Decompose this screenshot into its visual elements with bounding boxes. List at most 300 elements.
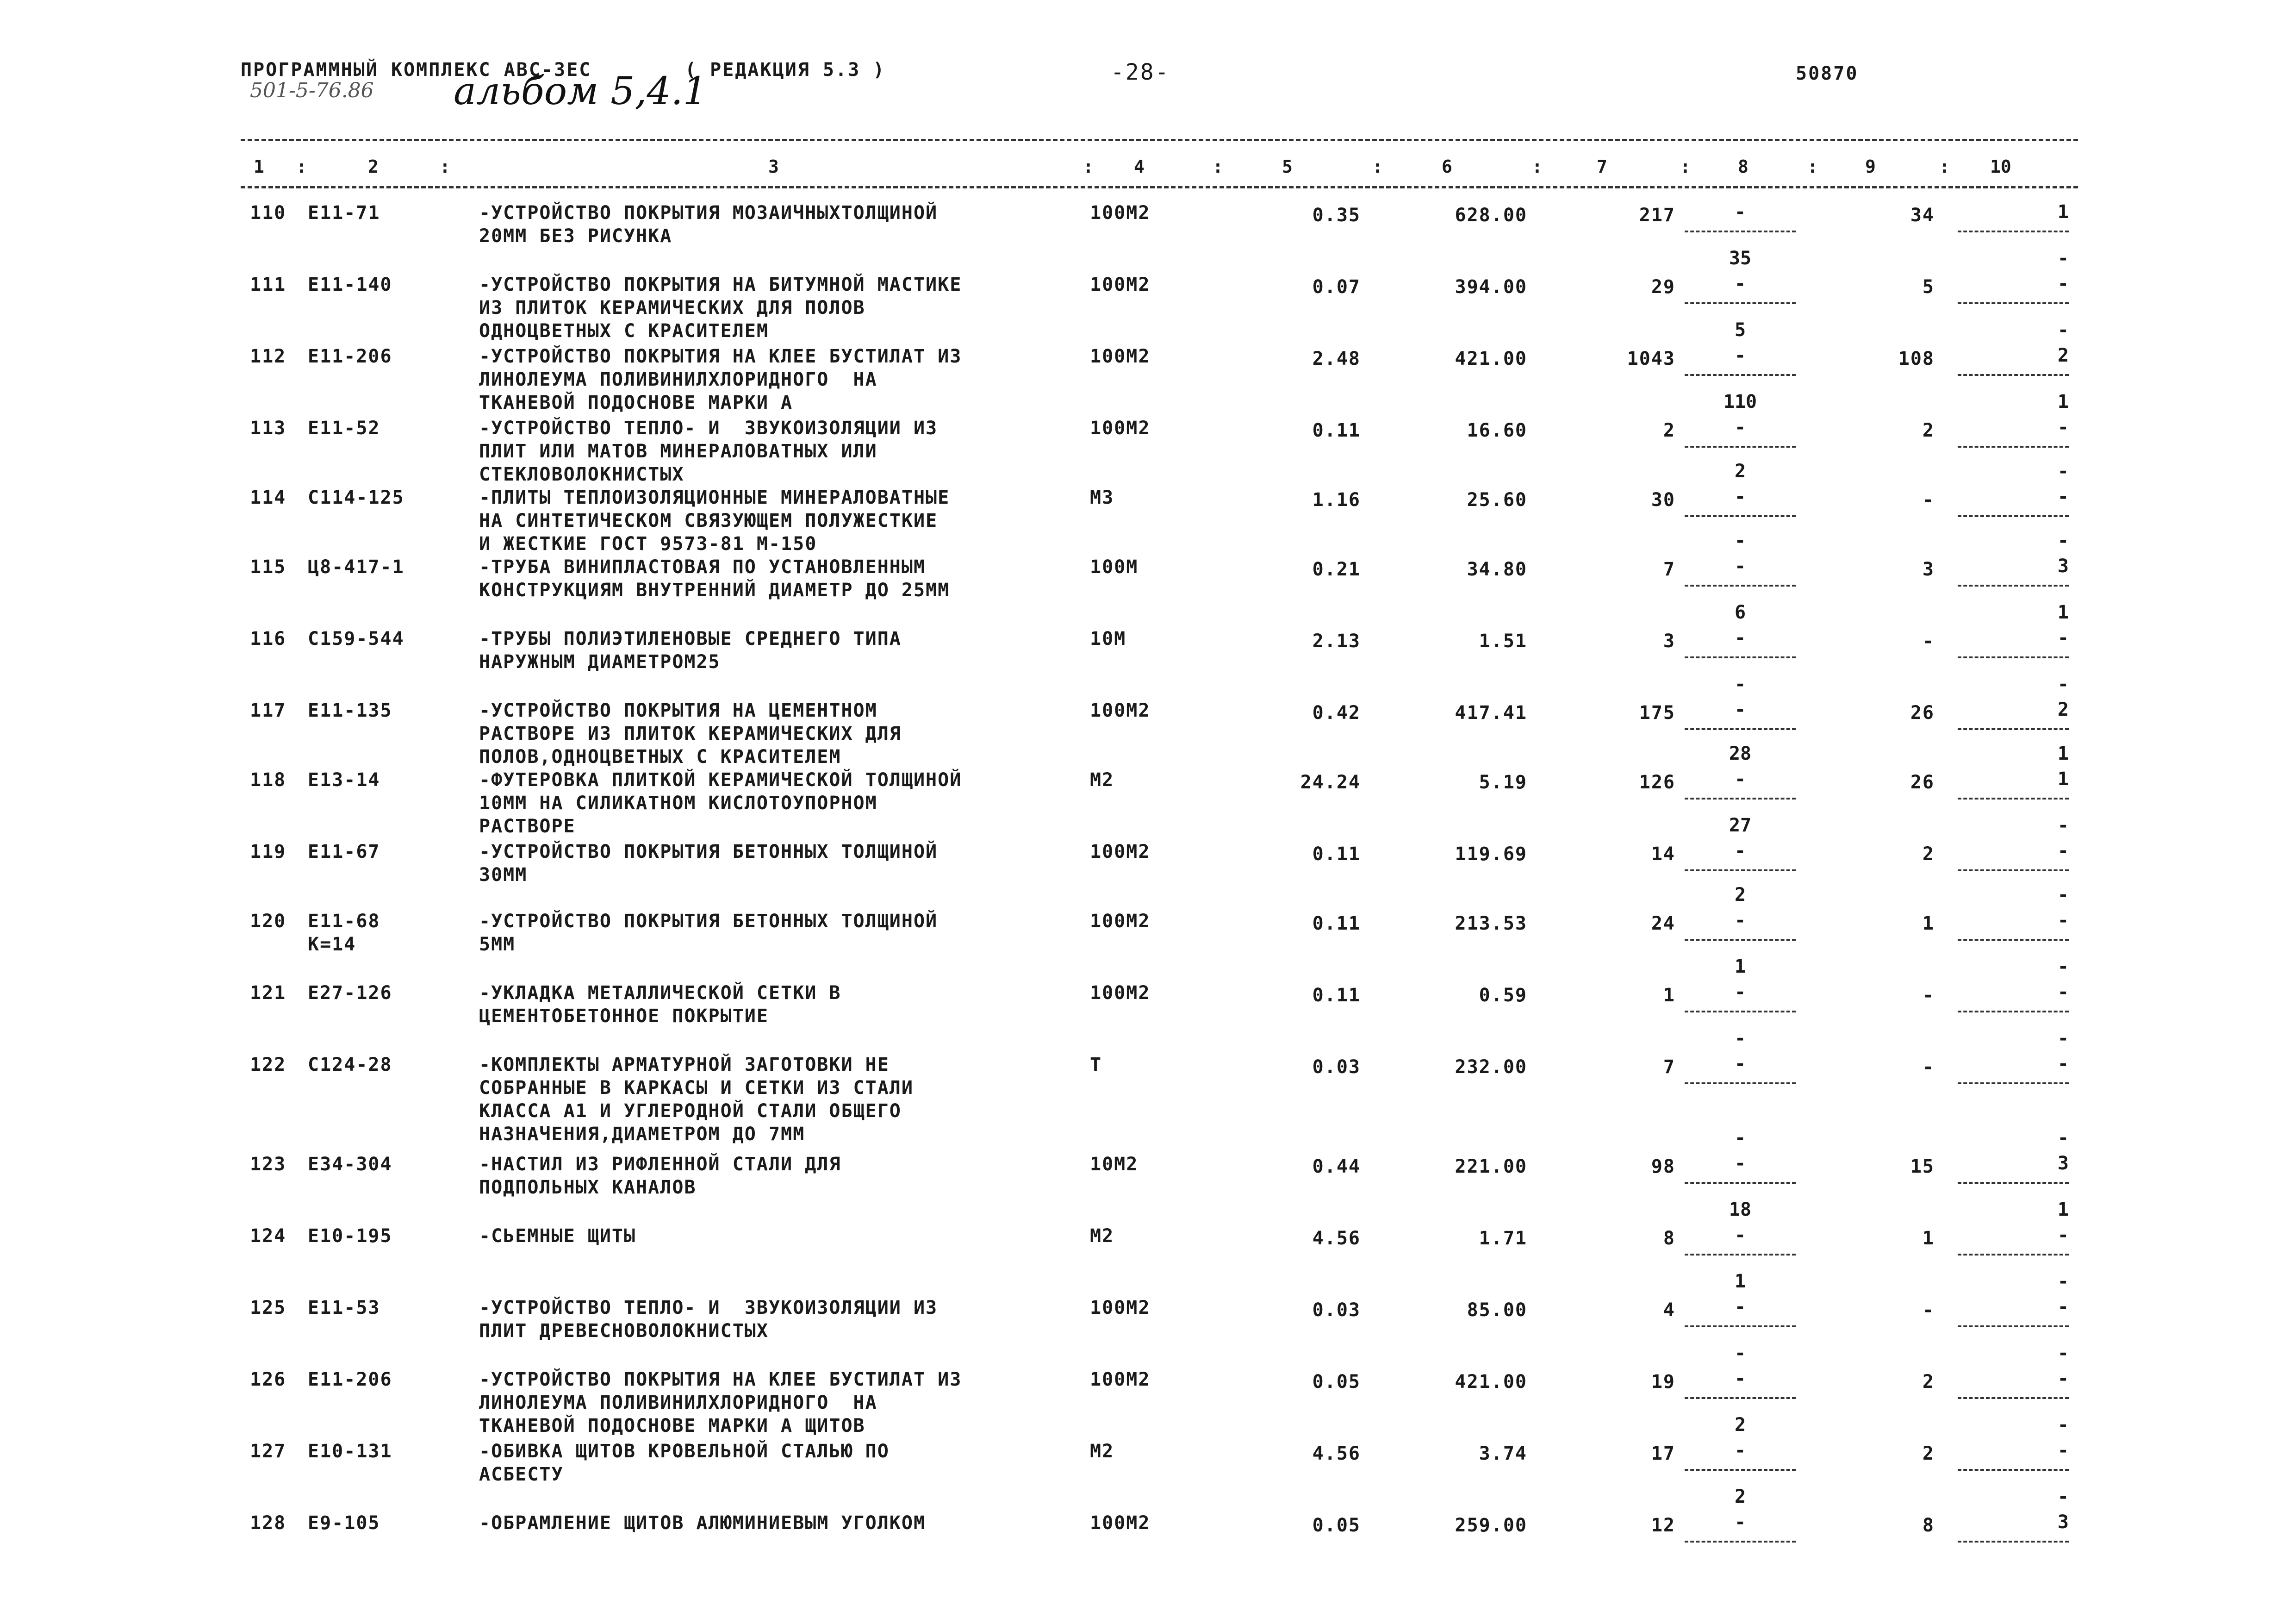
col10-rule bbox=[1958, 728, 2069, 730]
total-cost: 126 bbox=[1639, 772, 1675, 793]
col8-top: - bbox=[1734, 674, 1746, 695]
col9-value: 108 bbox=[1898, 348, 1935, 369]
col10-fraction bbox=[1958, 1271, 2069, 1340]
col8-top: 18 bbox=[1729, 1199, 1752, 1220]
row-number: 126 bbox=[250, 1369, 286, 1390]
table-header-rule bbox=[241, 186, 2078, 188]
col10-mid: 2 bbox=[2057, 345, 2069, 366]
col-header-9: 9 bbox=[1865, 156, 1876, 177]
col9-value: - bbox=[1922, 631, 1935, 652]
unit-price: 16.60 bbox=[1467, 420, 1527, 441]
col8-top: 1 bbox=[1734, 1271, 1746, 1292]
col-header-1: 1 bbox=[254, 156, 264, 177]
col8-mid: - bbox=[1734, 1224, 1746, 1246]
col8-top: - bbox=[1734, 1127, 1746, 1149]
col10-rule bbox=[1958, 446, 2069, 448]
col9-value: 8 bbox=[1922, 1515, 1935, 1536]
col10-mid: 2 bbox=[2057, 699, 2069, 720]
col8-fraction bbox=[1685, 743, 1796, 812]
col10-mid: - bbox=[2057, 910, 2069, 931]
col9-value: 2 bbox=[1922, 843, 1935, 865]
col10-top: 1 bbox=[2057, 743, 2069, 764]
col9-value: 5 bbox=[1922, 276, 1935, 298]
col10-top: - bbox=[2057, 1127, 2069, 1149]
table-top-rule bbox=[241, 139, 2078, 141]
unit: М2 bbox=[1090, 1441, 1114, 1462]
col8-rule bbox=[1685, 1541, 1796, 1543]
quantity: 0.44 bbox=[1312, 1156, 1361, 1177]
col8-mid: - bbox=[1734, 627, 1746, 649]
col8-fraction bbox=[1685, 248, 1796, 317]
work-description: -НАСТИЛ ИЗ РИФЛЕННОЙ СТАЛИ ДЛЯ ПОДПОЛЬНЫХ КАНАЛОВ bbox=[479, 1154, 841, 1198]
quantity: 0.11 bbox=[1312, 985, 1361, 1006]
col8-top: - bbox=[1734, 1343, 1746, 1364]
quantity: 0.11 bbox=[1312, 420, 1361, 441]
col10-mid: - bbox=[2057, 486, 2069, 507]
unit: Т bbox=[1090, 1054, 1102, 1075]
col10-top: - bbox=[2057, 1343, 2069, 1364]
total-cost: 4 bbox=[1663, 1299, 1675, 1321]
col8-fraction bbox=[1685, 1343, 1796, 1412]
col8-rule bbox=[1685, 446, 1796, 448]
col8-mid: - bbox=[1734, 556, 1746, 577]
col8-top: 35 bbox=[1729, 248, 1752, 269]
col10-rule bbox=[1958, 1082, 2069, 1084]
resource-code: С114-125 bbox=[308, 487, 404, 508]
col9-value: 3 bbox=[1922, 559, 1935, 580]
col8-mid: - bbox=[1734, 486, 1746, 507]
col8-top: 2 bbox=[1734, 1414, 1746, 1436]
col-sep: : bbox=[1807, 156, 1818, 177]
work-description: -УСТРОЙСТВО ТЕПЛО- И ЗВУКОИЗОЛЯЦИИ ИЗ ПЛИТ ДРЕВЕСНОВОЛОКНИСТЫХ bbox=[479, 1297, 938, 1342]
col10-mid: - bbox=[2057, 1053, 2069, 1074]
col10-fraction bbox=[1958, 1343, 2069, 1412]
unit-price: 119.69 bbox=[1455, 843, 1527, 865]
row-number: 117 bbox=[250, 700, 286, 721]
total-cost: 175 bbox=[1639, 702, 1675, 724]
col8-mid: - bbox=[1734, 699, 1746, 720]
col-header-2: 2 bbox=[368, 156, 379, 177]
col10-mid: - bbox=[2057, 273, 2069, 294]
resource-code: Е13-14 bbox=[308, 769, 380, 791]
resource-code: С124-28 bbox=[308, 1054, 392, 1075]
col-sep: : bbox=[1213, 156, 1223, 177]
col10-top: - bbox=[2057, 1486, 2069, 1507]
col8-mid: - bbox=[1734, 840, 1746, 862]
row-number: 118 bbox=[250, 769, 286, 791]
col10-fraction bbox=[1958, 1486, 2069, 1555]
col8-rule bbox=[1685, 728, 1796, 730]
resource-code: Е11-206 bbox=[308, 346, 392, 367]
unit: 100М2 bbox=[1090, 911, 1151, 932]
col10-top: - bbox=[2057, 530, 2069, 551]
col8-top: 110 bbox=[1723, 391, 1757, 412]
col8-rule bbox=[1685, 1182, 1796, 1184]
col10-fraction bbox=[1958, 319, 2069, 389]
col10-mid: - bbox=[2057, 1440, 2069, 1461]
col8-rule bbox=[1685, 939, 1796, 941]
col8-top: 2 bbox=[1734, 461, 1746, 482]
col10-top: - bbox=[2057, 1271, 2069, 1292]
row-number: 115 bbox=[250, 556, 286, 578]
quantity: 24.24 bbox=[1300, 772, 1361, 793]
unit-price: 394.00 bbox=[1455, 276, 1527, 298]
col10-mid: - bbox=[2057, 1296, 2069, 1318]
col10-rule bbox=[1958, 1182, 2069, 1184]
total-cost: 19 bbox=[1651, 1371, 1675, 1393]
unit-price: 259.00 bbox=[1455, 1515, 1527, 1536]
col10-fraction bbox=[1958, 884, 2069, 954]
unit: 10М bbox=[1090, 628, 1126, 650]
col-sep: : bbox=[1372, 156, 1383, 177]
unit-price: 25.60 bbox=[1467, 489, 1527, 511]
work-description: -УСТРОЙСТВО ТЕПЛО- И ЗВУКОИЗОЛЯЦИИ ИЗ ПЛИТ ИЛИ МАТОВ МИНЕРАЛОВАТНЫХ ИЛИ СТЕКЛОВОЛОКНИСТЫХ bbox=[479, 418, 938, 485]
col10-rule bbox=[1958, 869, 2069, 871]
total-cost: 24 bbox=[1651, 913, 1675, 934]
resource-code: Е11-53 bbox=[308, 1297, 380, 1318]
col8-fraction bbox=[1685, 956, 1796, 1025]
col10-rule bbox=[1958, 656, 2069, 658]
col10-top: - bbox=[2057, 1028, 2069, 1049]
quantity: 0.11 bbox=[1312, 913, 1361, 934]
unit-price: 34.80 bbox=[1467, 559, 1527, 580]
col10-top: - bbox=[2057, 674, 2069, 695]
work-description: -УСТРОЙСТВО ПОКРЫТИЯ МОЗАИЧНЫХТОЛЩИНОЙ 20ММ БЕЗ РИСУНКА bbox=[479, 202, 938, 247]
unit-price: 1.71 bbox=[1479, 1228, 1527, 1249]
col8-rule bbox=[1685, 1397, 1796, 1399]
col8-mid: - bbox=[1734, 201, 1746, 223]
col-sep: : bbox=[440, 156, 450, 177]
unit: 100М2 bbox=[1090, 841, 1151, 862]
resource-code: Е11-68 К=14 bbox=[308, 911, 380, 955]
col-header-5: 5 bbox=[1282, 156, 1293, 177]
col10-rule bbox=[1958, 1254, 2069, 1255]
unit-price: 421.00 bbox=[1455, 1371, 1527, 1393]
row-number: 112 bbox=[250, 346, 286, 367]
row-number: 127 bbox=[250, 1441, 286, 1462]
col10-mid: - bbox=[2057, 981, 2069, 1003]
total-cost: 3 bbox=[1663, 631, 1675, 652]
row-number: 124 bbox=[250, 1225, 286, 1247]
total-cost: 30 bbox=[1651, 489, 1675, 511]
col8-top: 1 bbox=[1734, 956, 1746, 977]
handwritten-album: альбом 5,4.1 bbox=[454, 69, 707, 113]
col8-rule bbox=[1685, 1325, 1796, 1327]
quantity: 0.05 bbox=[1312, 1515, 1361, 1536]
col10-top: - bbox=[2057, 884, 2069, 906]
col10-mid: - bbox=[2057, 1224, 2069, 1246]
col10-rule bbox=[1958, 1325, 2069, 1327]
unit-price: 5.19 bbox=[1479, 772, 1527, 793]
work-description: -УСТРОЙСТВО ПОКРЫТИЯ НА КЛЕЕ БУСТИЛАТ ИЗ ЛИНОЛЕУМА ПОЛИВИНИЛХЛОРИДНОГО НА ТКАНЕВОЙ ПОДОСНОВЕ МАРКИ А ЩИТОВ bbox=[479, 1369, 962, 1437]
row-number: 114 bbox=[250, 487, 286, 508]
resource-code: Е9-105 bbox=[308, 1512, 380, 1534]
col9-value: - bbox=[1922, 1299, 1935, 1321]
col9-value: 2 bbox=[1922, 420, 1935, 441]
unit: 100М2 bbox=[1090, 202, 1151, 224]
col8-top: 2 bbox=[1734, 884, 1746, 906]
col-sep: : bbox=[1939, 156, 1950, 177]
col10-mid: 3 bbox=[2057, 556, 2069, 577]
work-description: -УКЛАДКА МЕТАЛЛИЧЕСКОЙ СЕТКИ В ЦЕМЕНТОБЕТОННОЕ ПОКРЫТИЕ bbox=[479, 982, 841, 1027]
col10-mid: - bbox=[2057, 417, 2069, 438]
col8-fraction bbox=[1685, 1414, 1796, 1484]
col8-top: - bbox=[1734, 1028, 1746, 1049]
col10-fraction bbox=[1958, 176, 2069, 245]
col9-value: - bbox=[1922, 489, 1935, 511]
quantity: 2.13 bbox=[1312, 631, 1361, 652]
resource-code: Е11-52 bbox=[308, 418, 380, 439]
resource-code: Е34-304 bbox=[308, 1154, 392, 1175]
col8-fraction bbox=[1685, 884, 1796, 954]
col9-value: 2 bbox=[1922, 1443, 1935, 1464]
col10-mid: - bbox=[2057, 1368, 2069, 1389]
col10-fraction bbox=[1958, 1028, 2069, 1097]
unit: 100М2 bbox=[1090, 1512, 1151, 1534]
col10-top: 1 bbox=[2057, 1199, 2069, 1220]
unit: 100М2 bbox=[1090, 700, 1151, 721]
col10-rule bbox=[1958, 798, 2069, 800]
col10-rule bbox=[1958, 1397, 2069, 1399]
col8-fraction bbox=[1685, 1127, 1796, 1197]
unit-price: 232.00 bbox=[1455, 1056, 1527, 1078]
col8-top: 28 bbox=[1729, 743, 1752, 764]
col8-fraction bbox=[1685, 530, 1796, 600]
col-header-10: 10 bbox=[1990, 156, 2011, 177]
col10-top: - bbox=[2057, 319, 2069, 341]
quantity: 0.03 bbox=[1312, 1056, 1361, 1078]
col-header-6: 6 bbox=[1442, 156, 1452, 177]
col10-fraction bbox=[1958, 1199, 2069, 1268]
col-sep: : bbox=[1680, 156, 1691, 177]
resource-code: Е11-140 bbox=[308, 274, 392, 295]
col10-top: - bbox=[2057, 248, 2069, 269]
quantity: 0.35 bbox=[1312, 205, 1361, 226]
col10-rule bbox=[1958, 231, 2069, 232]
col8-rule bbox=[1685, 1082, 1796, 1084]
quantity: 4.56 bbox=[1312, 1228, 1361, 1249]
col-sep: : bbox=[1532, 156, 1543, 177]
col9-value: 2 bbox=[1922, 1371, 1935, 1393]
col10-fraction bbox=[1958, 815, 2069, 884]
col8-rule bbox=[1685, 302, 1796, 304]
col8-mid: - bbox=[1734, 273, 1746, 294]
col10-top: - bbox=[2057, 815, 2069, 836]
total-cost: 14 bbox=[1651, 843, 1675, 865]
resource-code: Е11-71 bbox=[308, 202, 380, 224]
work-description: -ТРУБЫ ПОЛИЭТИЛЕНОВЫЕ СРЕДНЕГО ТИПА НАРУЖНЫМ ДИАМЕТРОМ25 bbox=[479, 628, 902, 673]
col10-rule bbox=[1958, 302, 2069, 304]
page-number: -28- bbox=[1111, 59, 1170, 85]
unit-price: 3.74 bbox=[1479, 1443, 1527, 1464]
col10-top: 1 bbox=[2057, 602, 2069, 623]
col8-mid: - bbox=[1734, 1296, 1746, 1318]
resource-code: Е11-135 bbox=[308, 700, 392, 721]
work-description: -УСТРОЙСТВО ПОКРЫТИЯ БЕТОННЫХ ТОЛЩИНОЙ 5ММ bbox=[479, 911, 938, 955]
col-header-8: 8 bbox=[1738, 156, 1748, 177]
row-number: 120 bbox=[250, 911, 286, 932]
col10-rule bbox=[1958, 1011, 2069, 1012]
col10-mid: - bbox=[2057, 840, 2069, 862]
resource-code: Е10-195 bbox=[308, 1225, 392, 1247]
resource-code: Е11-67 bbox=[308, 841, 380, 862]
col9-value: - bbox=[1922, 985, 1935, 1006]
row-number: 125 bbox=[250, 1297, 286, 1318]
col8-mid: - bbox=[1734, 1053, 1746, 1074]
col10-mid: 1 bbox=[2057, 201, 2069, 223]
col8-rule bbox=[1685, 231, 1796, 232]
col10-rule bbox=[1958, 1469, 2069, 1471]
col9-value: 26 bbox=[1910, 772, 1935, 793]
col-sep: : bbox=[296, 156, 307, 177]
total-cost: 2 bbox=[1663, 420, 1675, 441]
row-number: 110 bbox=[250, 202, 286, 224]
work-description: -ПЛИТЫ ТЕПЛОИЗОЛЯЦИОННЫЕ МИНЕРАЛОВАТНЫЕ НА СИНТЕТИЧЕСКОМ СВЯЗУЮЩЕМ ПОЛУЖЕСТКИЕ И ЖЕСТКИЕ ГОСТ 9573-81 М-150 bbox=[479, 487, 950, 555]
work-description: -УСТРОЙСТВО ПОКРЫТИЯ НА КЛЕЕ БУСТИЛАТ ИЗ ЛИНОЛЕУМА ПОЛИВИНИЛХЛОРИДНОГО НА ТКАНЕВОЙ ПОДОСНОВЕ МАРКИ А bbox=[479, 346, 962, 413]
col8-fraction bbox=[1685, 1486, 1796, 1555]
col10-mid: - bbox=[2057, 627, 2069, 649]
unit: 100М bbox=[1090, 556, 1139, 578]
col9-value: 15 bbox=[1910, 1156, 1935, 1177]
col8-top: 5 bbox=[1734, 319, 1746, 341]
col8-mid: - bbox=[1734, 345, 1746, 366]
edition-label: ( РЕДАКЦИЯ 5.3 ) bbox=[685, 59, 886, 81]
quantity: 0.03 bbox=[1312, 1299, 1361, 1321]
col10-fraction bbox=[1958, 530, 2069, 600]
row-number: 111 bbox=[250, 274, 286, 295]
col-header-7: 7 bbox=[1597, 156, 1607, 177]
col10-rule bbox=[1958, 585, 2069, 587]
col9-value: 34 bbox=[1910, 205, 1935, 226]
unit: 100М2 bbox=[1090, 982, 1151, 1004]
col10-fraction bbox=[1958, 391, 2069, 461]
resource-code: Е11-206 bbox=[308, 1369, 392, 1390]
unit: 10М2 bbox=[1090, 1154, 1139, 1175]
total-cost: 29 bbox=[1651, 276, 1675, 298]
row-number: 122 bbox=[250, 1054, 286, 1075]
col10-rule bbox=[1958, 515, 2069, 517]
unit-price: 417.41 bbox=[1455, 702, 1527, 724]
unit: 100М2 bbox=[1090, 1297, 1151, 1318]
unit: 100М2 bbox=[1090, 274, 1151, 295]
total-cost: 17 bbox=[1651, 1443, 1675, 1464]
col8-mid: - bbox=[1734, 910, 1746, 931]
total-cost: 8 bbox=[1663, 1228, 1675, 1249]
col8-rule bbox=[1685, 374, 1796, 376]
col10-rule bbox=[1958, 939, 2069, 941]
unit: 100М2 bbox=[1090, 418, 1151, 439]
col-sep: : bbox=[1083, 156, 1094, 177]
col8-rule bbox=[1685, 1254, 1796, 1255]
col10-fraction bbox=[1958, 602, 2069, 671]
col8-fraction bbox=[1685, 1028, 1796, 1097]
col8-fraction bbox=[1685, 815, 1796, 884]
work-description: -СЬЕМНЫЕ ЩИТЫ bbox=[479, 1225, 636, 1247]
unit-price: 85.00 bbox=[1467, 1299, 1527, 1321]
work-description: -ТРУБА ВИНИПЛАСТОВАЯ ПО УСТАНОВЛЕННЫМ КОНСТРУКЦИЯМ ВНУТРЕННИЙ ДИАМЕТР ДО 25ММ bbox=[479, 556, 950, 601]
col8-rule bbox=[1685, 515, 1796, 517]
unit: 100М2 bbox=[1090, 1369, 1151, 1390]
col10-fraction bbox=[1958, 743, 2069, 812]
unit: М2 bbox=[1090, 1225, 1114, 1247]
quantity: 1.16 bbox=[1312, 489, 1361, 511]
unit: 100М2 bbox=[1090, 346, 1151, 367]
unit-price: 221.00 bbox=[1455, 1156, 1527, 1177]
col8-fraction bbox=[1685, 176, 1796, 245]
col8-fraction bbox=[1685, 461, 1796, 530]
unit-price: 421.00 bbox=[1455, 348, 1527, 369]
col8-mid: - bbox=[1734, 1368, 1746, 1389]
work-description: -ФУТЕРОВКА ПЛИТКОЙ КЕРАМИЧЕСКОЙ ТОЛЩИНОЙ 10ММ НА СИЛИКАТНОМ КИСЛОТОУПОРНОМ РАСТВОРЕ bbox=[479, 769, 962, 837]
row-number: 121 bbox=[250, 982, 286, 1004]
col8-mid: - bbox=[1734, 1153, 1746, 1174]
col10-mid: 3 bbox=[2057, 1153, 2069, 1174]
col10-top: - bbox=[2057, 1414, 2069, 1436]
quantity: 0.11 bbox=[1312, 843, 1361, 865]
col10-mid: 1 bbox=[2057, 768, 2069, 790]
col10-fraction bbox=[1958, 461, 2069, 530]
document-number: 50870 bbox=[1796, 63, 1859, 84]
col10-mid: 3 bbox=[2057, 1512, 2069, 1533]
work-description: -УСТРОЙСТВО ПОКРЫТИЯ НА ЦЕМЕНТНОМ РАСТВОРЕ ИЗ ПЛИТОК КЕРАМИЧЕСКИХ ДЛЯ ПОЛОВ,ОДНОЦВЕТНЫХ С КРАСИТЕЛЕМ bbox=[479, 700, 902, 768]
total-cost: 98 bbox=[1651, 1156, 1675, 1177]
col8-rule bbox=[1685, 1011, 1796, 1012]
work-description: -ОБРАМЛЕНИЕ ЩИТОВ АЛЮМИНИЕВЫМ УГОЛКОМ bbox=[479, 1512, 926, 1534]
total-cost: 7 bbox=[1663, 1056, 1675, 1078]
work-description: -УСТРОЙСТВО ПОКРЫТИЯ НА БИТУМНОЙ МАСТИКЕ ИЗ ПЛИТОК КЕРАМИЧЕСКИХ ДЛЯ ПОЛОВ ОДНОЦВЕТНЫХ С КРАСИТЕЛЕМ bbox=[479, 274, 962, 342]
col8-mid: - bbox=[1734, 768, 1746, 790]
resource-code: Ц8-417-1 bbox=[308, 556, 404, 578]
col10-top: - bbox=[2057, 956, 2069, 977]
row-number: 113 bbox=[250, 418, 286, 439]
quantity: 0.07 bbox=[1312, 276, 1361, 298]
col8-mid: - bbox=[1734, 1512, 1746, 1533]
col8-rule bbox=[1685, 798, 1796, 800]
col8-fraction bbox=[1685, 674, 1796, 743]
col10-rule bbox=[1958, 1541, 2069, 1543]
col8-fraction bbox=[1685, 602, 1796, 671]
resource-code: Е10-131 bbox=[308, 1441, 392, 1462]
program-title: ПРОГРАММНЫЙ КОМПЛЕКС АВС-3ЕС bbox=[241, 59, 592, 81]
resource-code: С159-544 bbox=[308, 628, 404, 650]
col8-top: 2 bbox=[1734, 1486, 1746, 1507]
col8-fraction bbox=[1685, 319, 1796, 389]
col8-fraction bbox=[1685, 1271, 1796, 1340]
unit: М3 bbox=[1090, 487, 1114, 508]
handwritten-code: 501-5-76.86 bbox=[250, 79, 374, 102]
col8-top: 27 bbox=[1729, 815, 1752, 836]
col10-rule bbox=[1958, 374, 2069, 376]
col9-value: 1 bbox=[1922, 913, 1935, 934]
col9-value: 1 bbox=[1922, 1228, 1935, 1249]
total-cost: 1 bbox=[1663, 985, 1675, 1006]
total-cost: 1043 bbox=[1627, 348, 1675, 369]
quantity: 0.42 bbox=[1312, 702, 1361, 724]
total-cost: 7 bbox=[1663, 559, 1675, 580]
col10-fraction bbox=[1958, 674, 2069, 743]
col10-fraction bbox=[1958, 1414, 2069, 1484]
quantity: 2.48 bbox=[1312, 348, 1361, 369]
col8-mid: - bbox=[1734, 1440, 1746, 1461]
col-header-4: 4 bbox=[1134, 156, 1145, 177]
quantity: 0.21 bbox=[1312, 559, 1361, 580]
col8-top: 6 bbox=[1734, 602, 1746, 623]
work-description: -КОМПЛЕКТЫ АРМАТУРНОЙ ЗАГОТОВКИ НЕ СОБРАННЫЕ В КАРКАСЫ И СЕТКИ ИЗ СТАЛИ КЛАССА А1 И УГЛЕРОДНОЙ СТАЛИ ОБЩЕГО НАЗНАЧЕНИЯ,ДИАМЕТРОМ ДО 7ММ bbox=[479, 1054, 914, 1145]
resource-code: Е27-126 bbox=[308, 982, 392, 1004]
col10-top: - bbox=[2057, 461, 2069, 482]
total-cost: 12 bbox=[1651, 1515, 1675, 1536]
col8-fraction bbox=[1685, 1199, 1796, 1268]
